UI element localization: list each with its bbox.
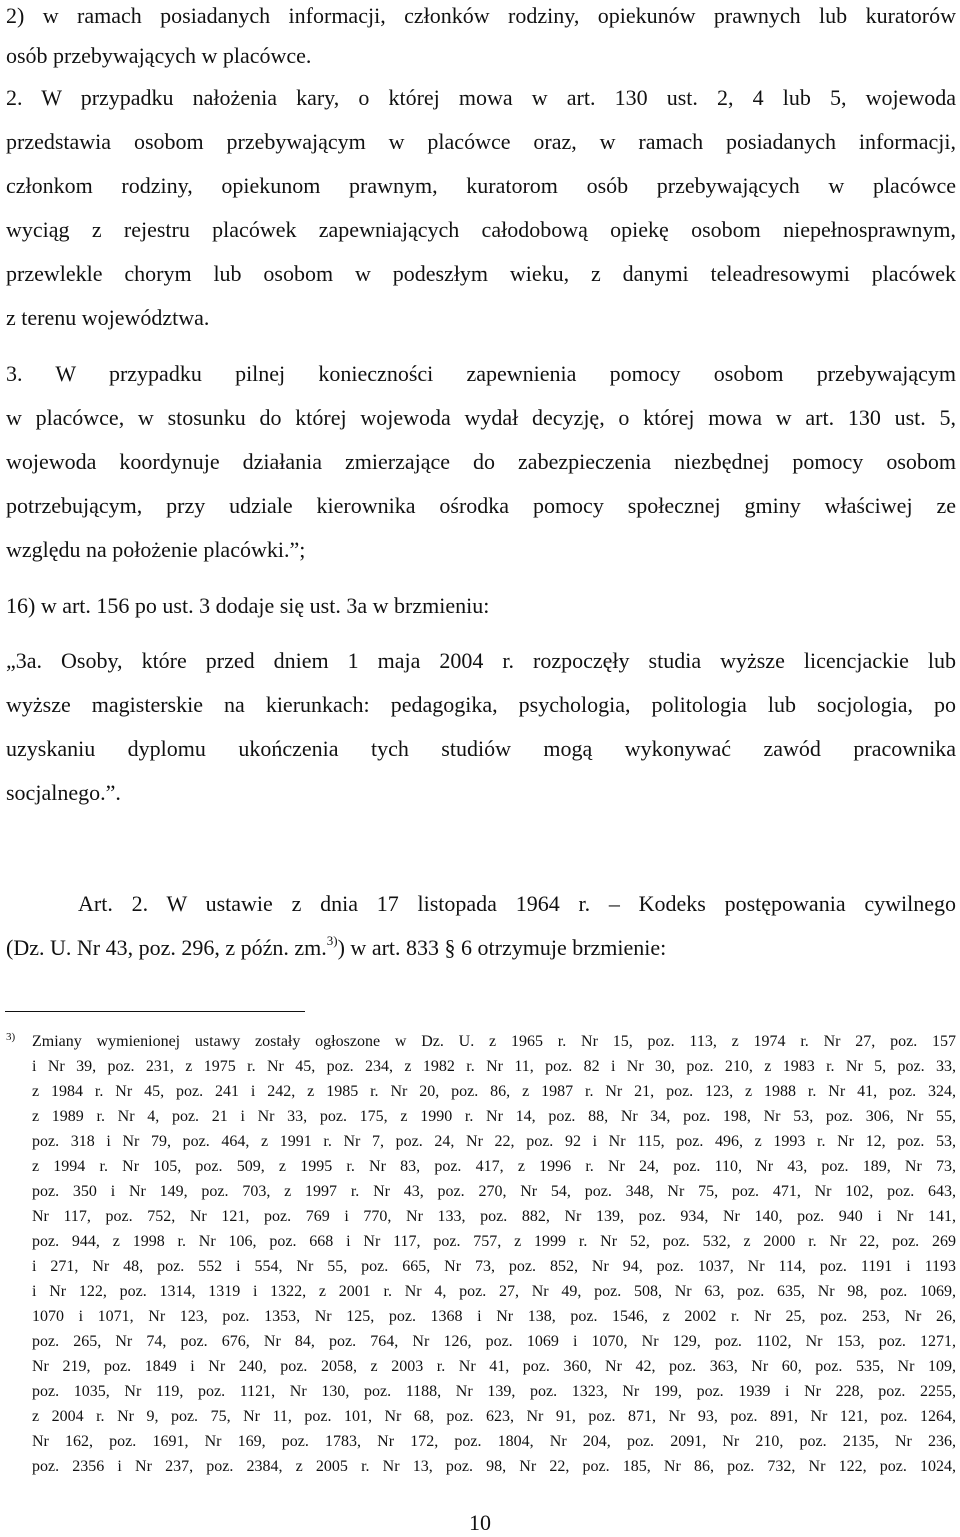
text-line: uzyskaniu dyplomu ukończenia tych studiów mogą wykonywać zawód pracownika (6, 736, 956, 761)
text-line: wyższe magisterskie na kierunkach: pedagogika, psychologia, politologia lub socjologia, po (6, 692, 956, 717)
text-line: 2. W przypadku nałożenia kary, o której mowa w art. 130 ust. 2, 4 lub 5, wojewoda (6, 85, 956, 110)
footnote-line: z 1989 r. Nr 4, poz. 21 i Nr 33, poz. 175, z 1990 r. Nr 14, poz. 88, Nr 34, poz. 198, Nr 53, poz. 306, Nr 55, (32, 1108, 956, 1125)
footnote-reference[interactable]: 3) (326, 932, 338, 948)
text-line: osób przebywających w placówce. (6, 43, 312, 68)
text-span: (Dz. U. Nr 43, poz. 296, z późn. zm. (6, 935, 327, 960)
text-line: socjalnego.”. (6, 780, 121, 805)
text-line: 3. W przypadku pilnej konieczności zapewnienia pomocy osobom przebywającym (6, 361, 956, 386)
footnote-line: poz. 1035, Nr 119, poz. 1121, Nr 130, poz. 1188, Nr 139, poz. 1323, Nr 199, poz. 1939 i Nr 228, poz. 2255, (32, 1383, 956, 1400)
text-line: „3a. Osoby, które przed dniem 1 maja 2004 r. rozpoczęły studia wyższe licencjackie lub (6, 648, 956, 673)
text-line: wojewoda koordynuje działania zmierzające do zabezpieczenia niezbędnej pomocy osobom (6, 449, 956, 474)
text-line: potrzebującym, przy udziale kierownika ośrodka pomocy społecznej gminy właściwej ze (6, 493, 956, 518)
footnote-separator (5, 1011, 305, 1012)
footnote-line: poz. 265, Nr 74, poz. 676, Nr 84, poz. 764, Nr 126, poz. 1069 i 1070, Nr 129, poz. 1102, Nr 153, poz. 1271, (32, 1333, 956, 1350)
footnote-line: i Nr 39, poz. 231, z 1975 r. Nr 45, poz. 234, z 1982 r. Nr 11, poz. 82 i Nr 30, poz. 210, z 1983 r. Nr 5, poz. 33, (32, 1058, 956, 1075)
footnote-line: poz. 318 i Nr 79, poz. 464, z 1991 r. Nr 7, poz. 24, Nr 22, poz. 92 i Nr 115, poz. 496, z 1993 r. Nr 12, poz. 53, (32, 1133, 956, 1150)
text-line: względu na położenie placówki.”; (6, 537, 306, 562)
footnote-line: poz. 944, z 1998 r. Nr 106, poz. 668 i Nr 117, poz. 757, z 1999 r. Nr 52, poz. 532, z 2000 r. Nr 22, poz. 269 (32, 1233, 956, 1250)
text-line: 2) w ramach posiadanych informacji, członków rodziny, opiekunów prawnych lub kuratorów (6, 3, 956, 28)
text-line: przedstawia osobom przebywającym w placówce oraz, w ramach posiadanych informacji, (6, 129, 956, 154)
footnote-line: poz. 350 i Nr 149, poz. 703, z 1997 r. Nr 43, poz. 270, Nr 54, poz. 348, Nr 75, poz. 471, Nr 102, poz. 643, (32, 1183, 956, 1200)
text-line: z terenu województwa. (6, 305, 210, 330)
footnote-line: poz. 2356 i Nr 237, poz. 2384, z 2005 r. Nr 13, poz. 98, Nr 22, poz. 185, Nr 86, poz. 732, Nr 122, poz. 1024, (32, 1458, 956, 1475)
footnote-line: i 271, Nr 48, poz. 552 i 554, Nr 55, poz. 665, Nr 73, poz. 852, Nr 94, poz. 1037, Nr 114, poz. 1191 i 1193 (32, 1258, 956, 1275)
footnote-marker: 3) (6, 1031, 16, 1043)
footnote-line: z 2004 r. Nr 9, poz. 75, Nr 11, poz. 101, Nr 68, poz. 623, Nr 91, poz. 871, Nr 93, poz. 891, Nr 121, poz. 1264, (32, 1408, 956, 1425)
footnote-line: Nr 117, poz. 752, Nr 121, poz. 769 i 770, Nr 133, poz. 882, Nr 139, poz. 934, Nr 140, poz. 940 i Nr 141, (32, 1208, 956, 1225)
footnote-line: i Nr 122, poz. 1314, 1319 i 1322, z 2001 r. Nr 4, poz. 27, Nr 49, poz. 508, Nr 63, poz. 635, Nr 98, poz. 1069, (32, 1283, 956, 1300)
text-line: przewlekle chorym lub osobom w podeszłym wieku, z danymi teleadresowymi placówek (6, 261, 956, 286)
footnote-line: z 1994 r. Nr 105, poz. 509, z 1995 r. Nr 83, poz. 417, z 1996 r. Nr 24, poz. 110, Nr 43, poz. 189, Nr 73, (32, 1158, 956, 1175)
text-line: członkom rodziny, opiekunom prawnym, kuratorom osób przebywających w placówce (6, 173, 956, 198)
text-line: w placówce, w stosunku do której wojewoda wydał decyzję, o której mowa w art. 130 ust. 5, (6, 405, 956, 430)
footnote-line: Nr 162, poz. 1691, Nr 169, poz. 1783, Nr 172, poz. 1804, Nr 204, poz. 2091, Nr 210, poz. 2135, Nr 236, (32, 1433, 956, 1450)
page-number: 10 (469, 1510, 491, 1535)
text-line: wyciąg z rejestru placówek zapewniających całodobową opiekę osobom niepełnosprawnym, (6, 217, 956, 242)
footnote-line: 1070 i 1071, Nr 123, poz. 1353, Nr 125, poz. 1368 i Nr 138, poz. 1546, z 2002 r. Nr 25, poz. 253, Nr 26, (32, 1308, 956, 1325)
footnote-line: z 1984 r. Nr 45, poz. 241 i 242, z 1985 r. Nr 20, poz. 86, z 1987 r. Nr 21, poz. 123, z 1988 r. Nr 41, poz. 324, (32, 1083, 956, 1100)
article-heading-line: Art. 2. W ustawie z dnia 17 listopada 1964 r. – Kodeks postępowania cywilnego (78, 891, 956, 916)
text-span: ) w art. 833 § 6 otrzymuje brzmienie: (337, 935, 667, 960)
footnote-line: Zmiany wymienionej ustawy zostały ogłoszone w Dz. U. z 1965 r. Nr 15, poz. 113, z 1974 r. Nr 27, poz. 157 (32, 1033, 956, 1050)
article-text-line (6, 932, 956, 961)
footnote-line: Nr 219, poz. 1849 i Nr 240, poz. 2058, z 2003 r. Nr 41, poz. 360, Nr 42, poz. 363, Nr 60, poz. 535, Nr 109, (32, 1358, 956, 1375)
text-line: 16) w art. 156 po ust. 3 dodaje się ust. 3a w brzmieniu: (6, 593, 490, 618)
